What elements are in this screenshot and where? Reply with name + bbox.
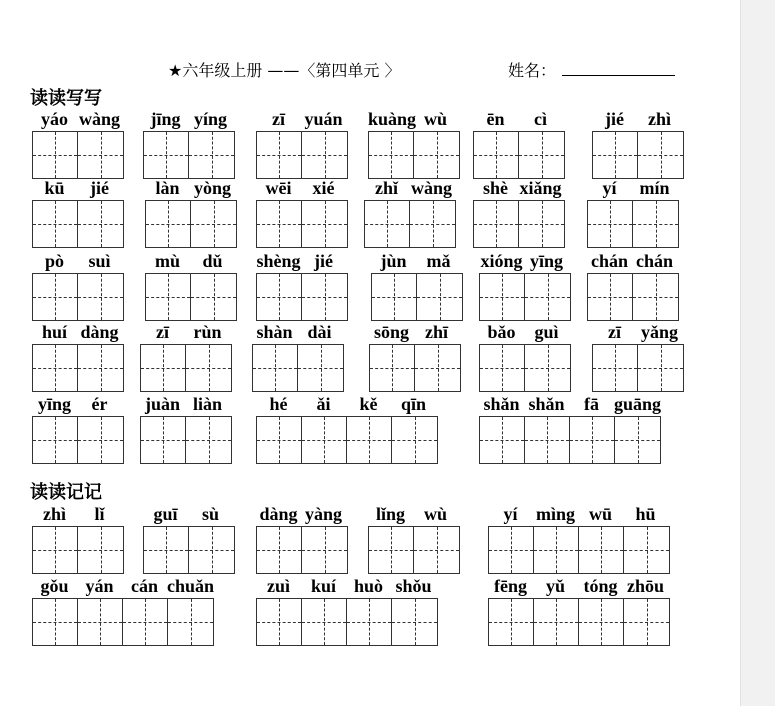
tianzige-cell[interactable] <box>78 345 123 391</box>
tianzige-cell[interactable] <box>144 527 189 573</box>
writing-grid <box>32 131 124 179</box>
pinyin-syllable: jié <box>90 178 109 198</box>
tianzige-cell[interactable] <box>78 274 123 320</box>
pinyin-syllable: làn <box>155 178 180 198</box>
pinyin-syllable: zhì <box>647 109 671 129</box>
pinyin-syllable: fā <box>584 394 599 414</box>
word-group <box>143 503 235 574</box>
word-group <box>592 108 684 179</box>
pinyin-syllable: ēn <box>486 109 505 129</box>
tianzige-cell[interactable] <box>257 417 302 463</box>
pinyin-syllable: ér <box>91 394 108 414</box>
pinyin-syllable: zhī <box>424 322 448 342</box>
pinyin-row <box>473 108 565 130</box>
pinyin-syllable: hé <box>269 394 288 414</box>
pinyin-syllable: yí <box>503 504 518 524</box>
pinyin-row <box>368 108 460 130</box>
side-panel <box>740 0 775 706</box>
pinyin-syllable: chuǎn <box>167 576 215 596</box>
tianzige-cell[interactable] <box>257 527 302 573</box>
tianzige-cell[interactable] <box>624 527 669 573</box>
pinyin-syllable: yáo <box>41 109 68 129</box>
pinyin-syllable: jié <box>314 251 333 271</box>
writing-grid <box>479 344 571 392</box>
pinyin-syllable: jùn <box>380 251 407 271</box>
tianzige-cell[interactable] <box>588 201 633 247</box>
pinyin-syllable: yíng <box>193 109 227 129</box>
pinyin-syllable: zuì <box>266 576 290 596</box>
word-group <box>32 321 124 392</box>
tianzige-cell[interactable] <box>525 345 570 391</box>
word-group <box>252 321 344 392</box>
writing-grid <box>32 344 124 392</box>
pinyin-syllable: dàng <box>259 504 298 524</box>
pinyin-row <box>256 575 438 597</box>
word-group <box>488 575 670 646</box>
pinyin-syllable: shǒu <box>395 576 432 596</box>
tianzige-cell[interactable] <box>525 417 570 463</box>
writing-grid <box>145 200 237 248</box>
word-group <box>145 250 237 321</box>
writing-grid <box>252 344 344 392</box>
pinyin-row <box>145 177 237 199</box>
pinyin-row <box>488 503 670 525</box>
writing-grid <box>256 526 348 574</box>
word-group <box>256 503 348 574</box>
tianzige-cell[interactable] <box>123 599 168 645</box>
tianzige-cell[interactable] <box>579 527 624 573</box>
pinyin-syllable: sōng <box>373 322 409 342</box>
writing-grid <box>145 273 237 321</box>
tianzige-cell[interactable] <box>593 132 638 178</box>
writing-grid <box>32 273 124 321</box>
word-group <box>488 503 670 574</box>
tianzige-cell[interactable] <box>257 274 302 320</box>
tianzige-cell[interactable] <box>369 527 414 573</box>
tianzige-cell[interactable] <box>33 417 78 463</box>
word-group <box>479 321 571 392</box>
pinyin-syllable: xióng <box>480 251 523 271</box>
word-group <box>364 177 456 248</box>
pinyin-syllable: lǐng <box>375 504 405 524</box>
tianzige-cell[interactable] <box>78 527 123 573</box>
writing-grid <box>32 526 124 574</box>
tianzige-cell[interactable] <box>534 527 579 573</box>
pinyin-syllable: tóng <box>583 576 618 596</box>
tianzige-cell[interactable] <box>257 201 302 247</box>
pinyin-syllable: cì <box>534 109 547 129</box>
tianzige-cell[interactable] <box>257 132 302 178</box>
pinyin-row <box>256 250 348 272</box>
word-group <box>479 250 571 321</box>
word-group <box>32 503 124 574</box>
writing-grid <box>256 273 348 321</box>
tianzige-cell[interactable] <box>78 599 123 645</box>
pinyin-syllable: fēng <box>494 576 527 596</box>
tianzige-cell[interactable] <box>33 345 78 391</box>
pinyin-row <box>479 321 571 343</box>
pinyin-syllable: kuí <box>310 576 337 596</box>
tianzige-cell[interactable] <box>302 599 347 645</box>
name-label: 姓名： <box>508 61 557 80</box>
pinyin-row <box>479 250 571 272</box>
tianzige-cell[interactable] <box>480 274 525 320</box>
pinyin-syllable: hū <box>635 504 656 524</box>
pinyin-syllable: qīn <box>400 394 427 414</box>
writing-grid <box>479 273 571 321</box>
writing-grid <box>488 526 670 574</box>
tianzige-cell[interactable] <box>615 417 660 463</box>
pinyin-syllable: yǔ <box>545 576 565 596</box>
tianzige-cell[interactable] <box>369 132 414 178</box>
pinyin-syllable: ǎi <box>316 394 331 414</box>
pinyin-row <box>473 177 565 199</box>
writing-grid <box>32 200 124 248</box>
tianzige-cell[interactable] <box>191 201 236 247</box>
pinyin-syllable: mín <box>639 178 670 198</box>
pinyin-row <box>369 321 461 343</box>
word-group <box>368 108 460 179</box>
pinyin-syllable: gǒu <box>40 576 69 596</box>
tianzige-cell[interactable] <box>624 599 669 645</box>
tianzige-cell[interactable] <box>347 599 392 645</box>
pinyin-row <box>587 250 679 272</box>
writing-grid <box>140 416 232 464</box>
pinyin-syllable: dǔ <box>202 251 223 271</box>
pinyin-row <box>145 250 237 272</box>
tianzige-cell[interactable] <box>189 527 234 573</box>
pinyin-syllable: zī <box>156 322 169 342</box>
tianzige-cell[interactable] <box>191 274 236 320</box>
pinyin-syllable: wù <box>423 109 447 129</box>
word-group <box>256 575 438 646</box>
writing-grid <box>32 598 214 646</box>
tianzige-cell[interactable] <box>410 201 455 247</box>
pinyin-syllable: chán <box>590 251 628 271</box>
tianzige-cell[interactable] <box>302 417 347 463</box>
pinyin-syllable: zhì <box>42 504 66 524</box>
pinyin-row <box>587 177 679 199</box>
pinyin-syllable: guì <box>534 322 559 342</box>
tianzige-cell[interactable] <box>638 132 683 178</box>
tianzige-cell[interactable] <box>638 345 683 391</box>
writing-grid <box>592 131 684 179</box>
pinyin-syllable: shàn <box>256 322 293 342</box>
tianzige-cell[interactable] <box>33 527 78 573</box>
pinyin-row <box>32 321 124 343</box>
writing-grid <box>368 131 460 179</box>
tianzige-cell[interactable] <box>415 345 460 391</box>
pinyin-row <box>32 250 124 272</box>
pinyin-syllable: yīng <box>529 251 563 271</box>
word-group <box>140 321 232 392</box>
pinyin-row <box>592 108 684 130</box>
writing-grid <box>371 273 463 321</box>
tianzige-cell[interactable] <box>519 132 564 178</box>
pinyin-syllable: wū <box>588 504 612 524</box>
tianzige-cell[interactable] <box>33 599 78 645</box>
tianzige-cell[interactable] <box>33 274 78 320</box>
writing-grid <box>143 526 235 574</box>
tianzige-cell[interactable] <box>78 132 123 178</box>
word-group <box>32 250 124 321</box>
pinyin-syllable: lǐ <box>94 504 105 524</box>
tianzige-cell[interactable] <box>519 201 564 247</box>
tianzige-cell[interactable] <box>570 417 615 463</box>
word-group <box>143 108 235 179</box>
writing-grid <box>140 344 232 392</box>
tianzige-cell[interactable] <box>347 417 392 463</box>
tianzige-cell[interactable] <box>480 345 525 391</box>
word-group <box>368 503 460 574</box>
writing-grid <box>256 200 348 248</box>
pinyin-syllable: suì <box>88 251 111 271</box>
word-group <box>473 108 565 179</box>
pinyin-syllable: yǎng <box>640 322 678 342</box>
pinyin-syllable: xié <box>312 178 335 198</box>
pinyin-syllable: juàn <box>144 394 180 414</box>
word-group <box>256 177 348 248</box>
tianzige-cell[interactable] <box>392 599 437 645</box>
pinyin-row <box>32 108 124 130</box>
writing-grid <box>488 598 670 646</box>
writing-grid <box>364 200 456 248</box>
pinyin-row <box>479 393 661 415</box>
pinyin-syllable: rùn <box>193 322 222 342</box>
pinyin-row <box>32 575 214 597</box>
tianzige-cell[interactable] <box>78 417 123 463</box>
pinyin-syllable: xiǎng <box>519 178 562 198</box>
pinyin-syllable: zhōu <box>626 576 664 596</box>
tianzige-cell[interactable] <box>146 201 191 247</box>
writing-grid <box>473 131 565 179</box>
tianzige-cell[interactable] <box>365 201 410 247</box>
tianzige-cell[interactable] <box>186 417 231 463</box>
pinyin-syllable: bǎo <box>487 322 516 342</box>
tianzige-cell[interactable] <box>414 527 459 573</box>
word-group <box>587 177 679 248</box>
pinyin-syllable: huí <box>41 322 68 342</box>
writing-grid <box>473 200 565 248</box>
pinyin-syllable: liàn <box>192 394 222 414</box>
pinyin-row <box>32 393 124 415</box>
pinyin-syllable: kuàng <box>368 109 417 129</box>
tianzige-cell[interactable] <box>525 274 570 320</box>
section-heading-read-remember: 读读记记 <box>30 482 102 503</box>
pinyin-syllable: dài <box>307 322 332 342</box>
pinyin-syllable: mìng <box>535 504 575 524</box>
pinyin-row <box>256 177 348 199</box>
tianzige-cell[interactable] <box>372 274 417 320</box>
tianzige-cell[interactable] <box>633 201 678 247</box>
pinyin-syllable: pò <box>44 251 64 271</box>
word-group <box>473 177 565 248</box>
word-group <box>592 321 684 392</box>
pinyin-syllable: yí <box>602 178 617 198</box>
writing-grid <box>587 273 679 321</box>
pinyin-syllable: yuán <box>304 109 343 129</box>
pinyin-syllable: huò <box>353 576 384 596</box>
writing-grid <box>479 416 661 464</box>
word-group <box>32 393 124 464</box>
pinyin-row <box>364 177 456 199</box>
tianzige-cell[interactable] <box>189 132 234 178</box>
tianzige-cell[interactable] <box>633 274 678 320</box>
word-group <box>587 250 679 321</box>
tianzige-cell[interactable] <box>414 132 459 178</box>
word-group <box>256 250 348 321</box>
tianzige-cell[interactable] <box>168 599 213 645</box>
tianzige-cell[interactable] <box>298 345 343 391</box>
pinyin-row <box>592 321 684 343</box>
tianzige-cell[interactable] <box>257 599 302 645</box>
pinyin-syllable: shǎn <box>483 394 520 414</box>
tianzige-cell[interactable] <box>33 132 78 178</box>
pinyin-row <box>488 575 670 597</box>
pinyin-syllable: yàng <box>304 504 342 524</box>
writing-grid <box>256 416 438 464</box>
pinyin-syllable: wàng <box>410 178 452 198</box>
tianzige-cell[interactable] <box>588 274 633 320</box>
pinyin-syllable: shǎn <box>528 394 565 414</box>
pinyin-syllable: kū <box>44 178 65 198</box>
tianzige-cell[interactable] <box>302 201 347 247</box>
tianzige-cell[interactable] <box>417 274 462 320</box>
pinyin-syllable: yòng <box>193 178 231 198</box>
pinyin-row <box>140 321 232 343</box>
tianzige-cell[interactable] <box>141 417 186 463</box>
pinyin-row <box>252 321 344 343</box>
pinyin-row <box>256 393 438 415</box>
tianzige-cell[interactable] <box>579 599 624 645</box>
writing-grid <box>592 344 684 392</box>
tianzige-cell[interactable] <box>489 527 534 573</box>
word-group <box>371 250 463 321</box>
pinyin-syllable: wàng <box>78 109 120 129</box>
tianzige-cell[interactable] <box>392 417 437 463</box>
word-group <box>32 177 124 248</box>
pinyin-row <box>256 503 348 525</box>
pinyin-syllable: guāng <box>614 394 662 414</box>
pinyin-row <box>140 393 232 415</box>
pinyin-row <box>32 177 124 199</box>
tianzige-cell[interactable] <box>489 599 534 645</box>
pinyin-syllable: sù <box>201 504 219 524</box>
pinyin-syllable: jié <box>605 109 624 129</box>
pinyin-syllable: zī <box>608 322 621 342</box>
tianzige-cell[interactable] <box>78 201 123 247</box>
tianzige-cell[interactable] <box>144 132 189 178</box>
tianzige-cell[interactable] <box>141 345 186 391</box>
tianzige-cell[interactable] <box>33 201 78 247</box>
pinyin-syllable: zhǐ <box>374 178 398 198</box>
tianzige-cell[interactable] <box>253 345 298 391</box>
pinyin-row <box>371 250 463 272</box>
pinyin-row <box>143 503 235 525</box>
tianzige-cell[interactable] <box>534 599 579 645</box>
pinyin-row <box>256 108 348 130</box>
tianzige-cell[interactable] <box>593 345 638 391</box>
tianzige-cell[interactable] <box>480 417 525 463</box>
pinyin-syllable: mù <box>154 251 180 271</box>
tianzige-cell[interactable] <box>146 274 191 320</box>
pinyin-syllable: shèng <box>256 251 301 271</box>
word-group <box>32 108 124 179</box>
tianzige-cell[interactable] <box>370 345 415 391</box>
pinyin-syllable: yīng <box>37 394 71 414</box>
writing-grid <box>32 416 124 464</box>
pinyin-syllable: chán <box>635 251 673 271</box>
tianzige-cell[interactable] <box>474 132 519 178</box>
tianzige-cell[interactable] <box>302 527 347 573</box>
word-group <box>145 177 237 248</box>
pinyin-syllable: wēi <box>265 178 292 198</box>
pinyin-syllable: jīng <box>150 109 181 129</box>
pinyin-row <box>143 108 235 130</box>
pinyin-syllable: kě <box>359 394 378 414</box>
section-heading-read-write: 读读写写 <box>30 88 102 109</box>
tianzige-cell[interactable] <box>186 345 231 391</box>
tianzige-cell[interactable] <box>302 132 347 178</box>
writing-grid <box>256 131 348 179</box>
word-group <box>140 393 232 464</box>
writing-grid <box>587 200 679 248</box>
word-group <box>369 321 461 392</box>
pinyin-syllable: mǎ <box>426 251 451 271</box>
pinyin-syllable: shè <box>482 178 508 198</box>
pinyin-row <box>368 503 460 525</box>
writing-grid <box>256 598 438 646</box>
tianzige-cell[interactable] <box>302 274 347 320</box>
word-group <box>256 393 438 464</box>
tianzige-cell[interactable] <box>474 201 519 247</box>
pinyin-row <box>32 503 124 525</box>
pinyin-syllable: zī <box>272 109 285 129</box>
pinyin-syllable: yán <box>85 576 114 596</box>
word-group <box>479 393 661 464</box>
writing-grid <box>143 131 235 179</box>
writing-grid <box>368 526 460 574</box>
writing-grid <box>369 344 461 392</box>
word-group <box>32 575 214 646</box>
pinyin-syllable: cán <box>131 576 158 596</box>
name-field[interactable] <box>562 75 675 76</box>
word-group <box>256 108 348 179</box>
pinyin-syllable: guī <box>153 504 178 524</box>
pinyin-syllable: wù <box>423 504 447 524</box>
worksheet-title: ★六年级上册 ——〈第四单元 〉 <box>168 61 401 80</box>
pinyin-syllable: dàng <box>80 322 119 342</box>
